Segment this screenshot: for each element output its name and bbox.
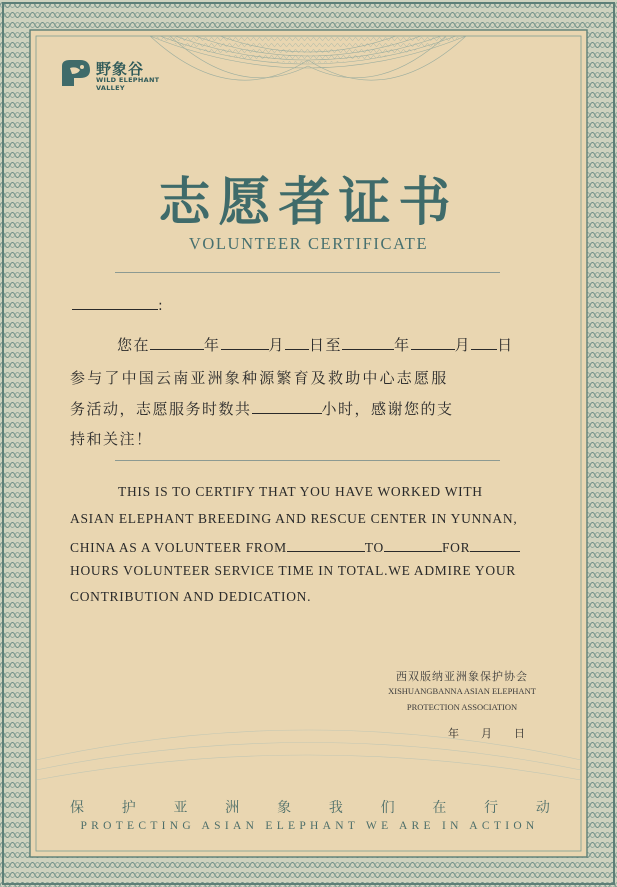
start-month-label: 月 (268, 336, 286, 354)
elephant-logo-icon (58, 56, 94, 92)
start-month-blank (221, 335, 269, 350)
slogan-char: 动 (535, 800, 550, 816)
english-date-line (70, 537, 520, 556)
slogan-char: 象 (277, 800, 292, 816)
issuer-name-english-line1: XISHUANGBANNA ASIAN ELEPHANT (388, 686, 536, 696)
wild-elephant-valley-logo (58, 56, 198, 94)
hours-prefix: 务活动，志愿服务时数共 (70, 400, 252, 418)
english-body-line4: HOURS VOLUNTEER SERVICE TIME IN TOTAL.WE ADMIRE YOUR (70, 563, 516, 578)
slogan-char: 我 (328, 800, 343, 816)
start-day-blank (285, 335, 309, 350)
end-year-blank (342, 335, 394, 350)
certificate-title-chinese: 志愿者证书 (158, 173, 459, 233)
chinese-body-line4: 持和关注！ (70, 430, 153, 448)
chinese-body-line2: 参与了中国云南亚洲象种源繁育及救助中心志愿服 (70, 369, 449, 387)
english-for-label: FOR (441, 540, 471, 555)
slogan-char: 洲 (225, 800, 240, 816)
issue-day-label: 日 (514, 727, 525, 740)
chinese-hours-line (70, 398, 454, 419)
footer-slogan-chinese (70, 797, 550, 817)
chinese-date-line (117, 334, 514, 355)
end-month-blank (411, 335, 455, 350)
title-divider (115, 272, 500, 273)
english-body-line5: CONTRIBUTION AND DEDICATION. (70, 589, 312, 604)
end-year-label: 年 (394, 336, 411, 354)
recipient-colon: : (158, 298, 163, 314)
slogan-char: 护 (121, 800, 136, 816)
end-month-label: 月 (454, 336, 472, 354)
english-from-blank (287, 537, 365, 552)
logo-chinese-name: 野象谷 (96, 60, 145, 78)
english-body-line1: THIS IS TO CERTIFY THAT YOU HAVE WORKED WITH (118, 484, 483, 499)
day-to-label: 日至 (309, 336, 343, 354)
issuer-name-chinese: 西双版纳亚洲象保护协会 (396, 670, 528, 683)
slogan-char: 亚 (173, 800, 188, 816)
start-year-label: 年 (204, 336, 221, 354)
english-from-label: CHINA AS A VOLUNTEER FROM (70, 540, 287, 555)
logo-english-name-line1: WILD ELEPHANT (96, 76, 160, 84)
issue-month-label: 月 (481, 727, 492, 740)
slogan-char: 保 (70, 800, 84, 816)
slogan-char: 在 (432, 800, 447, 816)
end-day-label: 日 (497, 336, 514, 354)
english-to-label: TO (364, 540, 384, 555)
recipient-name-blank (72, 295, 158, 310)
footer-slogan-english: PROTECTING ASIAN ELEPHANT WE ARE IN ACTION (80, 820, 539, 832)
english-hours-blank (470, 537, 520, 552)
start-year-blank (150, 335, 204, 350)
slogan-char: 们 (380, 800, 395, 816)
hours-blank (252, 399, 322, 414)
issuer-name-english-line2: PROTECTION ASSOCIATION (406, 702, 518, 712)
logo-english-name-line2: VALLEY (96, 84, 125, 92)
slogan-char: 行 (484, 800, 499, 816)
issue-date (448, 725, 525, 741)
english-to-blank (384, 537, 442, 552)
recipient-line (72, 295, 163, 314)
english-body-line2: ASIAN ELEPHANT BREEDING AND RESCUE CENTER IN YUNNAN, (70, 511, 518, 526)
end-day-blank (471, 335, 497, 350)
issue-year-label: 年 (448, 727, 459, 740)
date-prefix: 您在 (117, 336, 151, 354)
hours-suffix: 小时，感谢您的支 (321, 400, 454, 418)
body-divider (115, 460, 500, 461)
certificate-title-english: VOLUNTEER CERTIFICATE (188, 234, 429, 253)
